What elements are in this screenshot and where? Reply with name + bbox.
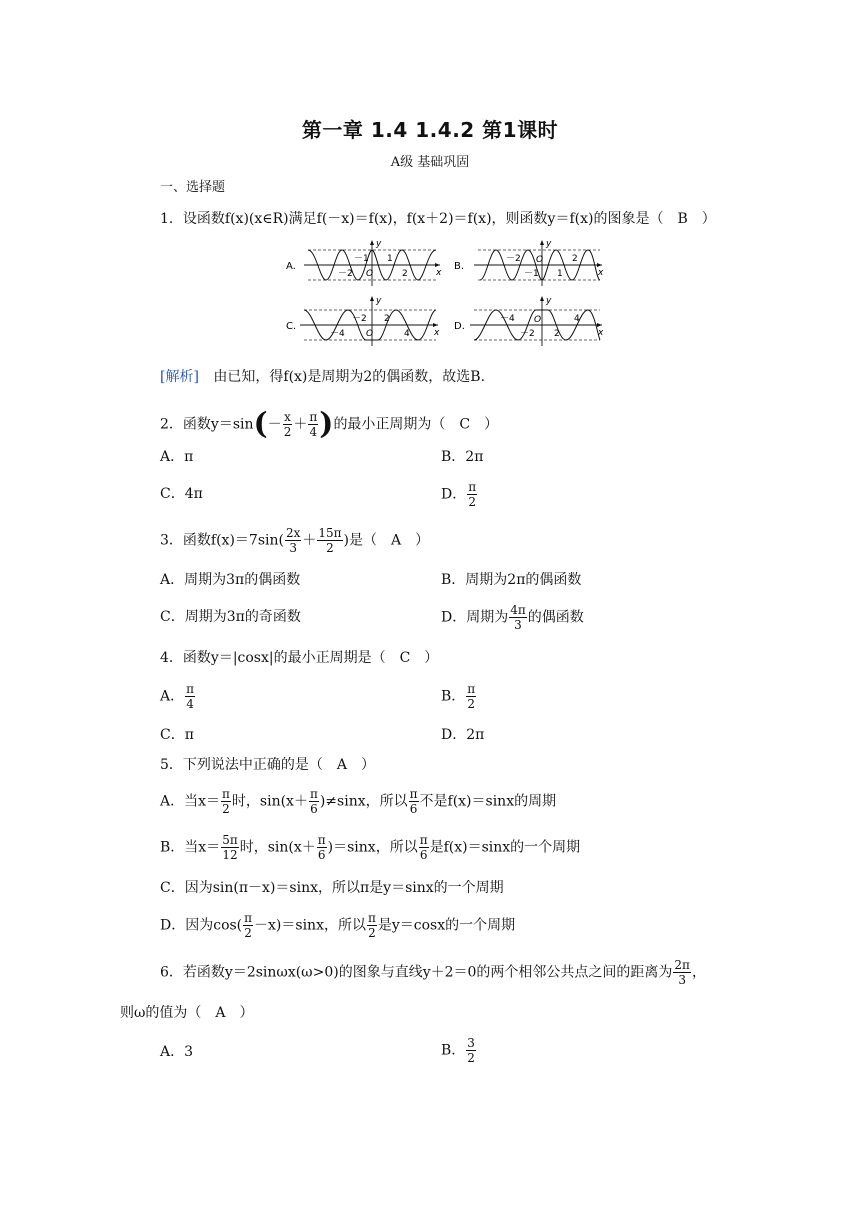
q4-option-b: B． $\frac{\pi}{2}$: [441, 682, 476, 711]
graph-b-x-axis: x: [598, 268, 604, 278]
q6-option-b: B． $\frac{3}{2}$: [441, 1036, 475, 1065]
question-1-stem: 1．设函数f(x)(x∈R)满足f(－x)＝f(x)，f(x＋2)＝f(x)，则函数y＝f(x)的图象是（ B ）: [160, 211, 716, 227]
graph-c-tick-4: 4: [404, 329, 410, 339]
graph-b-tick-1: －2: [506, 254, 521, 264]
q1-graph-options: [280, 236, 610, 348]
question-3-stem: 3．函数f(x)＝7sin( $\frac{2x}{3}$ ＋ $\frac{15\pi}{2}$ )是（ A ）: [160, 526, 430, 555]
q2-option-b: B．2π: [441, 449, 484, 465]
q5-option-b: B．当x＝ $\frac{5\pi}{12}$ 时，sin(x＋ $\frac{\pi}{6}$ )＝sinx，所以 $\frac{\pi}{6}$ 是f(x)＝sinx的一个周期: [160, 833, 581, 862]
question-6-stem-line-2: 则ω的值为（ A ）: [120, 1005, 254, 1021]
q2-frac-2: $\frac{\pi}{4}$: [309, 410, 318, 439]
graph-d-origin: O: [534, 315, 542, 325]
analysis-1: [160, 367, 485, 387]
graph-b-origin: O: [536, 255, 544, 265]
q6-option-a: A．3: [160, 1044, 194, 1060]
graph-b-tick-3: 1: [557, 269, 563, 279]
graph-option-b: [454, 239, 604, 286]
graph-c-label: C.: [286, 321, 297, 332]
q4-option-c: C．π: [160, 727, 194, 743]
q2-post: 的最小正周期为（ C ）: [333, 416, 499, 433]
q4-option-a: A． $\frac{\pi}{4}$: [160, 682, 195, 711]
question-2-stem: 2．函数y＝sin(－ $\frac{x}{2}$ ＋ $\frac{\pi}{4}$ )的最小正周期为（ C ）: [160, 406, 499, 442]
graph-b-tick-4: 2: [572, 254, 578, 264]
graph-d-tick-3: 2: [554, 329, 560, 339]
graph-a-y-axis: y: [376, 239, 382, 249]
level-heading: A级 基础巩固: [390, 155, 470, 170]
graph-a-tick-1: －2: [338, 269, 353, 279]
question-4-stem: 4．函数y＝|cosx|的最小正周期是（ C ）: [160, 650, 439, 666]
graph-d-label: D.: [454, 321, 465, 332]
graph-d-tick-1: －4: [500, 314, 515, 324]
page-title: 第一章 1.4 1.4.2 第1课时: [301, 118, 559, 142]
graph-c-tick-2: －2: [352, 314, 367, 324]
graph-option-c: [286, 296, 440, 346]
graph-c-origin: O: [366, 329, 374, 339]
graph-d-x-axis: x: [598, 328, 604, 338]
question-6-stem-line-1: 6．若函数y＝2sinωx(ω>0)的图象与直线y＋2＝0的两个相邻公共点之间的距离为 $\frac{2\pi}{3}$ ，: [160, 958, 706, 987]
q3-option-a: A．周期为3π的偶函数: [160, 572, 301, 588]
q2-option-d: D． $\frac{\pi}{2}$: [441, 480, 477, 509]
graph-a-label: A.: [286, 261, 296, 272]
q5-option-a: A．当x＝ $\frac{\pi}{2}$ 时，sin(x＋ $\frac{\pi}{6}$ )≠sinx，所以 $\frac{\pi}{6}$ 不是f(x)＝sinx的周期: [160, 787, 557, 816]
graph-option-a: [286, 239, 442, 286]
q4-option-d: D．2π: [441, 727, 485, 743]
graph-option-d: [454, 296, 604, 346]
section-heading: 一、选择题: [160, 180, 226, 195]
analysis-text: 由已知，得f(x)是周期为2的偶函数，故选B.: [213, 369, 486, 385]
q2-option-c: C．4π: [160, 486, 203, 502]
q2-frac-1: $\frac{x}{2}$: [283, 410, 292, 439]
question-5-stem: 5．下列说法中正确的是（ A ）: [160, 757, 376, 773]
graph-d-tick-4: 4: [574, 314, 580, 324]
q2-pre: 2．函数y＝sin: [160, 416, 254, 433]
q3-option-b: B．周期为2π的偶函数: [441, 572, 582, 588]
graph-c-x-axis: x: [434, 328, 440, 338]
graph-a-tick-4: 2: [402, 269, 408, 279]
graph-a-tick-3: 1: [387, 254, 393, 264]
q3-option-c: C．周期为3π的奇函数: [160, 609, 301, 625]
graph-d-tick-2: －2: [520, 329, 535, 339]
graph-c-y-axis: y: [376, 296, 382, 306]
graph-c-tick-1: －4: [330, 329, 345, 339]
graph-a-tick-2: －1: [354, 254, 369, 264]
q5-option-c: C．因为sin(π－x)＝sinx，所以π是y＝sinx的一个周期: [160, 880, 504, 896]
q2-option-a: A．π: [160, 449, 194, 465]
q3-option-d: D．周期为 $\frac{4\pi}{3}$ 的偶函数: [441, 603, 584, 632]
q5-option-d: D．因为cos( $\frac{\pi}{2}$ －x)＝sinx，所以 $\frac{\pi}{2}$ 是y＝cosx的一个周期: [160, 911, 516, 940]
graph-b-y-axis: y: [546, 239, 552, 249]
graph-a-x-axis: x: [436, 268, 442, 278]
graph-c-tick-3: 2: [384, 314, 390, 324]
graph-d-y-axis: y: [546, 296, 552, 306]
graph-a-origin: O: [366, 269, 374, 279]
graph-b-tick-2: －1: [524, 269, 539, 279]
graph-b-label: B.: [454, 261, 465, 272]
analysis-tag: [解析]: [160, 369, 199, 385]
